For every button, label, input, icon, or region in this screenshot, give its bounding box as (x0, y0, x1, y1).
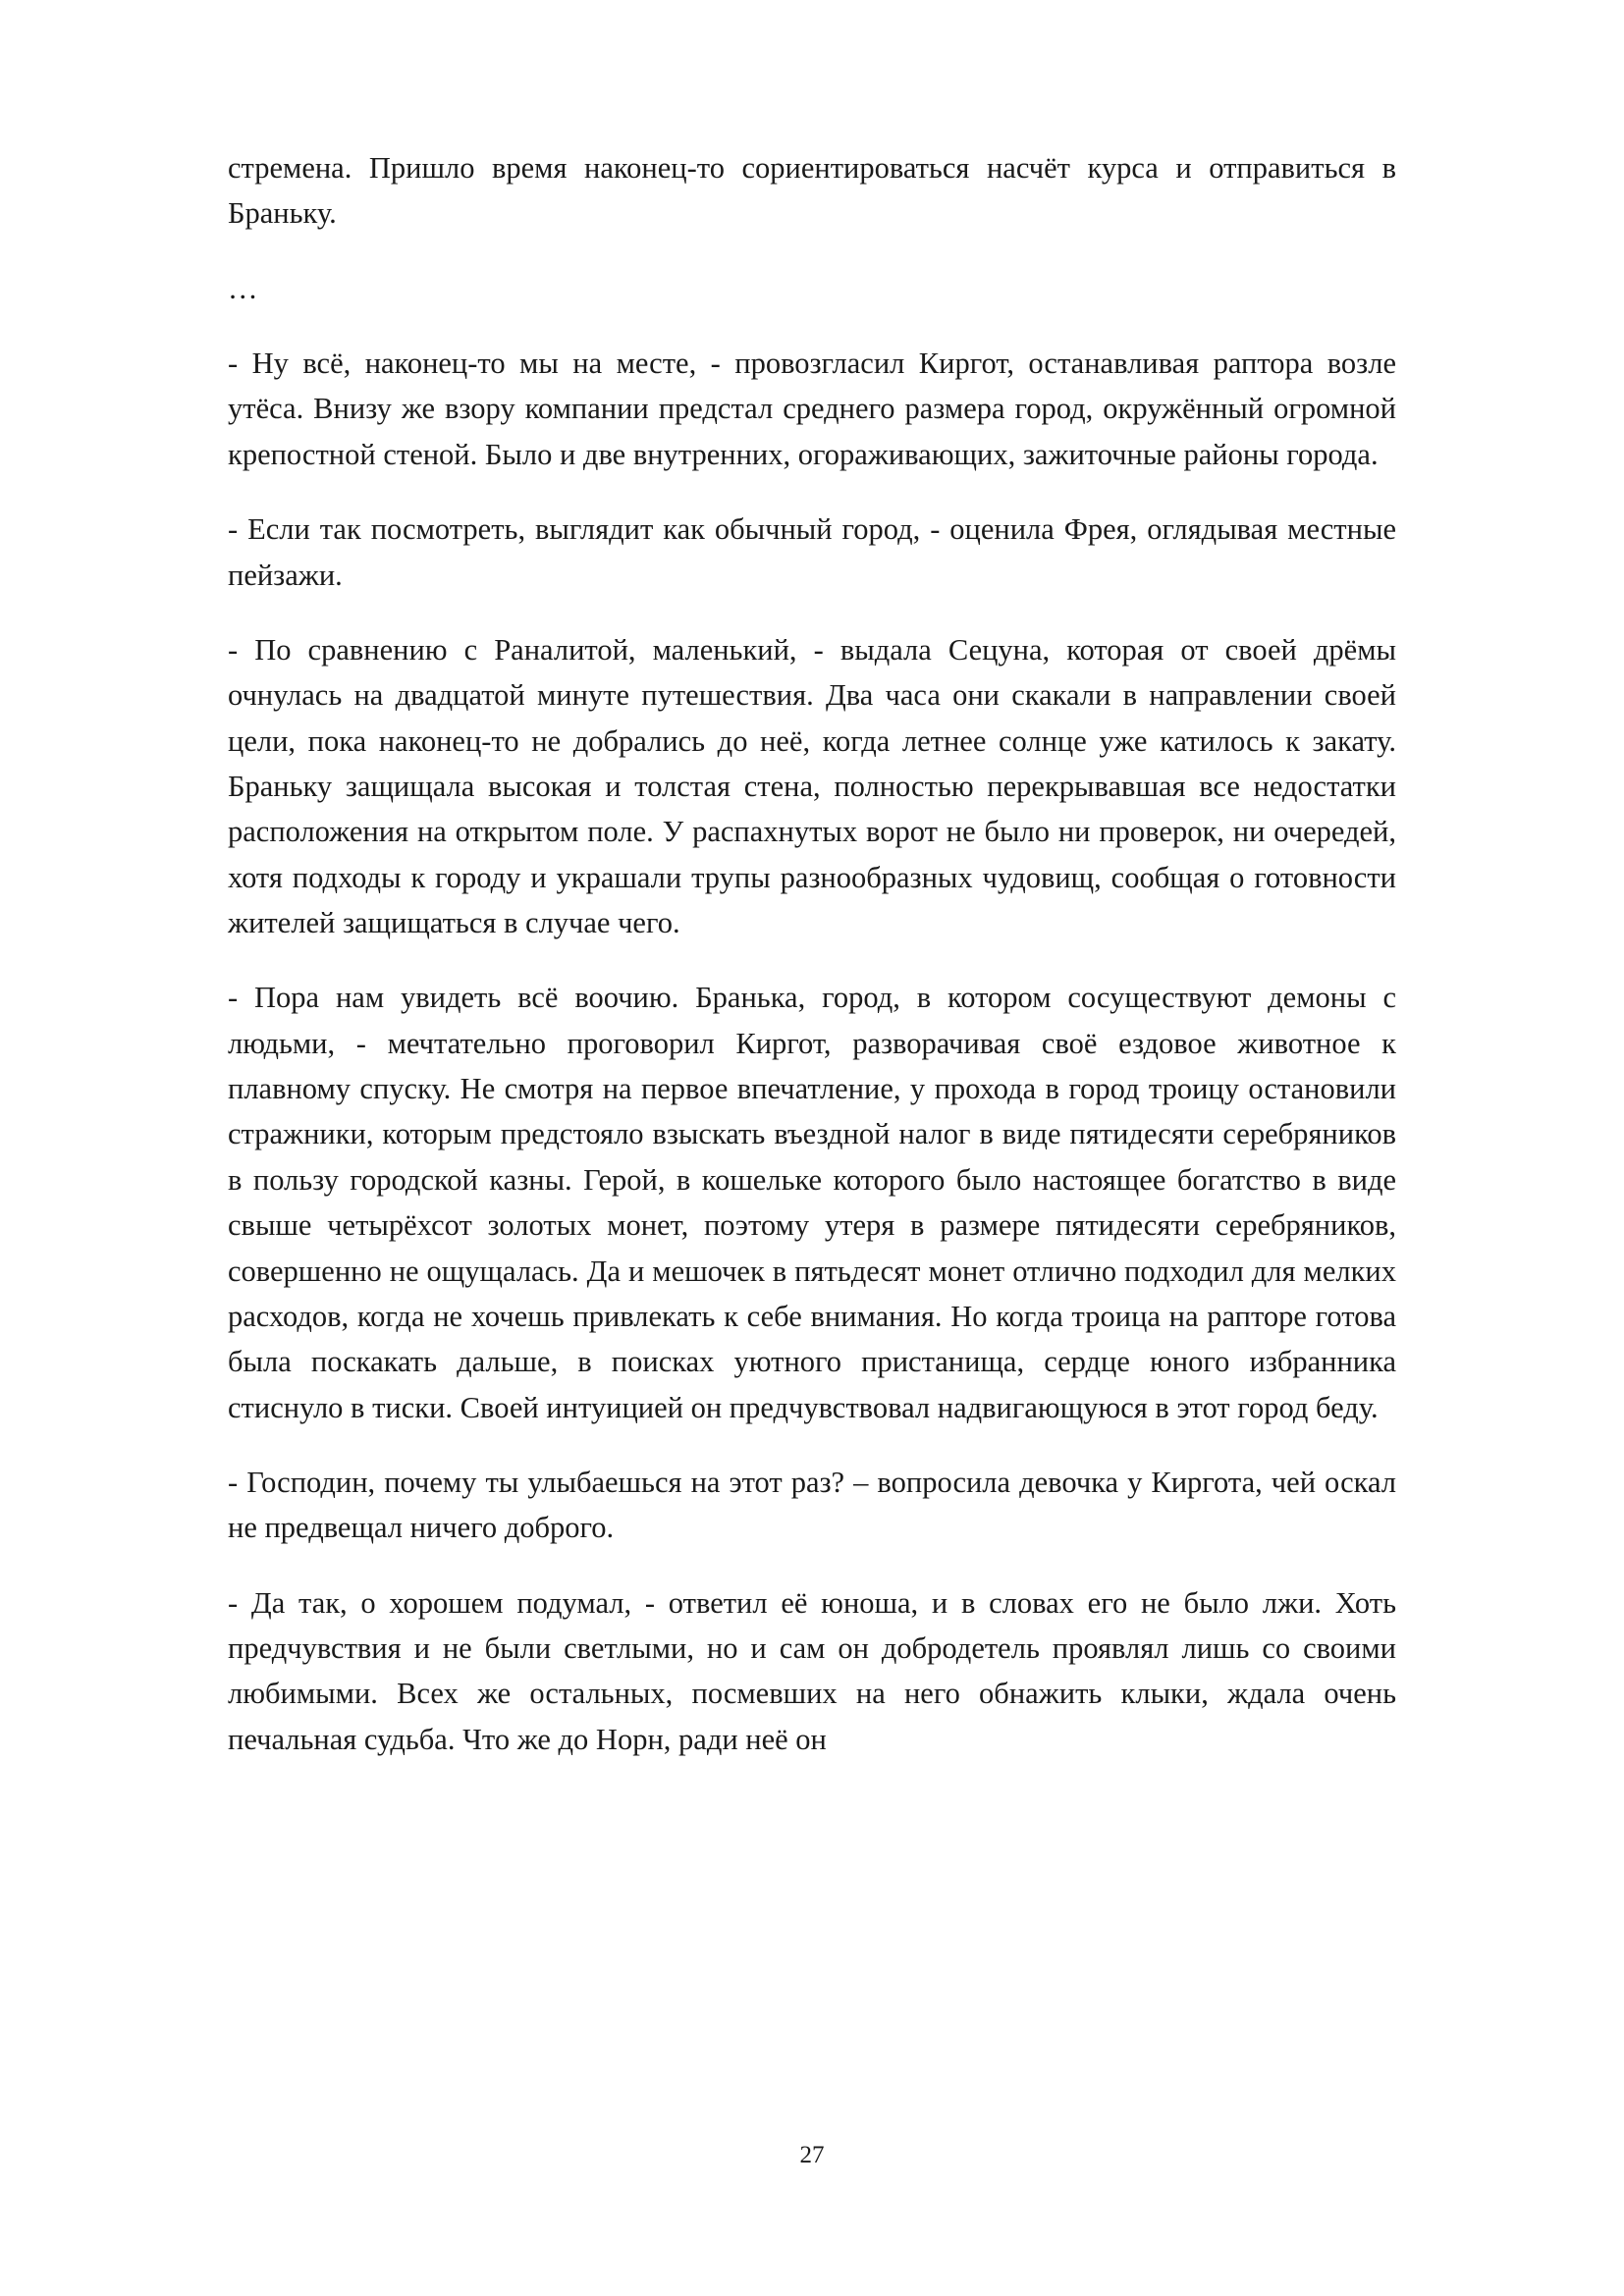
paragraph-ellipsis: … (228, 271, 258, 305)
paragraph: - Если так посмотреть, выглядит как обычный город, - оценила Фрея, оглядывая местные пейзажи. (228, 512, 1396, 592)
page-body (228, 145, 1396, 1762)
paragraph: - Пора нам увидеть всё воочию. Бранька, город, в котором сосуществуют демоны с людьми, - мечтательно проговорил Киргот, разворачивая своё ездовое животное к плавному спуску. Не смотря на первое впечатление, у прохода в город троицу остановили стражники, которым предстояло взыскать въездной налог в виде пятидесяти серебряников в пользу городской казны. Герой, в кошельке которого было настоящее богатство в виде свыше четырёхсот золотых монет, поэтому утеря в размере пятидесяти серебряников, совершенно не ощущалась. Да и мешочек в пятьдесят монет отлично подходил для мелких расходов, когда не хочешь привлекать к себе внимания. Но когда троица на рапторе готова была поскакать дальше, в поисках уютного пристанища, сердце юного избранника стиснуло в тиски. Своей интуицией он предчувствовал надвигающуюся в этот город беду. (228, 981, 1396, 1424)
paragraph: стремена. Пришло время наконец-то сориентироваться насчёт курса и отправиться в Браньку. (228, 151, 1396, 231)
page-number: 27 (799, 2142, 825, 2168)
paragraph: - Господин, почему ты улыбаешься на этот раз? – вопросила девочка у Киргота, чей оскал не предвещал ничего доброго. (228, 1465, 1396, 1545)
paragraph: - Да так, о хорошем подумал, - ответил её юноша, и в словах его не было лжи. Хоть предчувствия и не были светлыми, но и сам он добродетель проявлял лишь со своими любимыми. Всех же остальных, посмевших на него обнажить клыки, ждала очень печальная судьба. Что же до Норн, ради неё он (228, 1585, 1396, 1756)
paragraph: - Ну всё, наконец-то мы на месте, - провозгласил Киргот, останавливая раптора возле утёса. Внизу же взору компании предстал среднего размера город, окружённый огромной крепостной стеной. Было и две внутренних, огораживающих, зажиточные районы города. (228, 347, 1396, 471)
paragraph: - По сравнению с Раналитой, маленький, - выдала Сецуна, которая от своей дрёмы очнулась на двадцатой минуте путешествия. Два часа они скакали в направлении своей цели, пока наконец-то не добрались до неё, когда летнее солнце уже катилось к закату. Браньку защищала высокая и толстая стена, полностью перекрывавшая все недостатки расположения на открытом поле. У распахнутых ворот не было ни проверок, ни очередей, хотя подходы к городу и украшали трупы разнообразных чудовищ, сообщая о готовности жителей защищаться в случае чего. (228, 632, 1396, 940)
